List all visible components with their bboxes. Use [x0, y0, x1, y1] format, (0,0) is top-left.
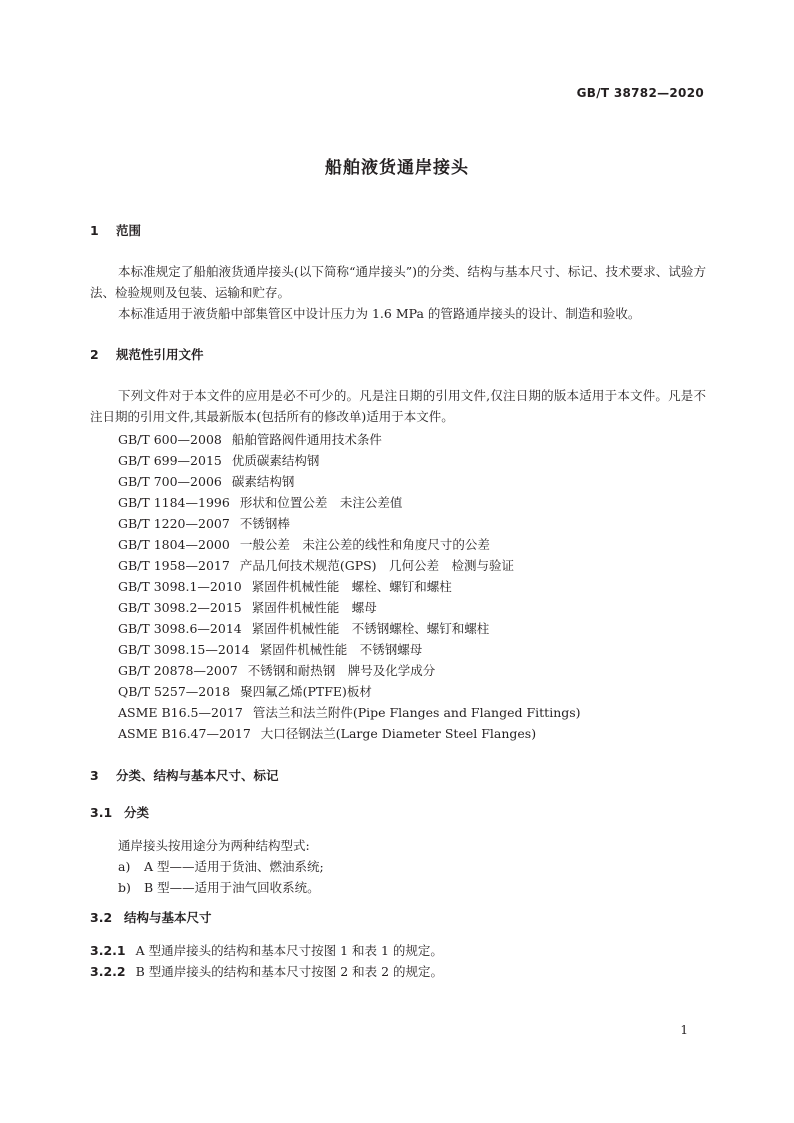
section-title: 范围	[116, 223, 142, 238]
reference-item	[118, 556, 514, 574]
reference-item	[118, 661, 435, 679]
section-title: 规范性引用文件	[116, 347, 204, 362]
subsection-3-1-heading	[90, 803, 149, 821]
reference-title: 紧固件机械性能 螺母	[251, 600, 377, 615]
reference-code: GB/T 3098.6—2014	[118, 621, 242, 636]
reference-item	[118, 577, 452, 595]
reference-item	[118, 514, 290, 532]
reference-item	[118, 493, 402, 511]
reference-item	[118, 451, 319, 469]
list-text: B 型——适用于油气回收系统。	[144, 880, 320, 895]
scope-paragraph-1: 本标准规定了船舶液货通岸接头(以下简称“通岸接头”)的分类、结构与基本尺寸、标记、技术要求、试验方法、检验规则及包装、运输和贮存。	[90, 264, 706, 300]
reference-title: 紧固件机械性能 不锈钢螺栓、螺钉和螺柱	[251, 621, 490, 636]
clause-3-2-2	[90, 962, 443, 980]
reference-title: 优质碳素结构钢	[231, 453, 320, 468]
section-3-heading	[90, 766, 279, 784]
document-title: 船舶液货通岸接头	[325, 158, 469, 178]
subsection-3-2-heading	[90, 908, 212, 926]
reference-item	[118, 598, 377, 616]
reference-title: 碳素结构钢	[231, 474, 295, 489]
clause-number: 3.2.2	[90, 964, 126, 979]
reference-item	[118, 430, 382, 448]
reference-code: ASME B16.5—2017	[118, 705, 243, 720]
list-marker: a)	[118, 859, 131, 874]
reference-code: GB/T 700—2006	[118, 474, 222, 489]
reference-code: GB/T 699—2015	[118, 453, 222, 468]
reference-item	[118, 535, 490, 553]
list-marker: b)	[118, 880, 131, 895]
clause-3-2-1	[90, 941, 443, 959]
reference-item	[118, 619, 489, 637]
clause-number: 3.2.1	[90, 943, 126, 958]
list-text: A 型——适用于货油、燃油系统;	[144, 859, 324, 874]
section-1-heading	[90, 221, 141, 239]
section-number: 2	[90, 347, 99, 362]
reference-item	[118, 724, 536, 742]
reference-code: GB/T 1804—2000	[118, 537, 230, 552]
subsection-number: 3.1	[90, 805, 113, 820]
list-item	[118, 878, 320, 896]
reference-title: 管法兰和法兰附件(Pipe Flanges and Flanged Fittings)	[252, 705, 581, 720]
subsection-number: 3.2	[90, 910, 113, 925]
reference-title: 不锈钢和耐热钢 牌号及化学成分	[247, 663, 436, 678]
reference-title: 形状和位置公差 未注公差值	[239, 495, 403, 510]
reference-title: 紧固件机械性能 不锈钢螺母	[259, 642, 423, 657]
reference-title: 紧固件机械性能 螺栓、螺钉和螺柱	[251, 579, 452, 594]
subsection-title: 结构与基本尺寸	[124, 910, 212, 925]
reference-item	[118, 472, 294, 490]
reference-code: GB/T 1220—2007	[118, 516, 230, 531]
reference-code: GB/T 3098.1—2010	[118, 579, 242, 594]
reference-title: 产品几何技术规范(GPS) 几何公差 检测与验证	[239, 558, 515, 573]
classification-intro: 通岸接头按用途分为两种结构型式:	[118, 838, 310, 853]
reference-code: GB/T 3098.15—2014	[118, 642, 250, 657]
section-2-heading	[90, 345, 204, 363]
reference-code: GB/T 1958—2017	[118, 558, 230, 573]
list-item	[118, 857, 324, 875]
reference-item	[118, 703, 581, 721]
reference-title: 不锈钢棒	[239, 516, 290, 531]
reference-code: QB/T 5257—2018	[118, 684, 231, 699]
reference-code: GB/T 600—2008	[118, 432, 222, 447]
reference-code: GB/T 1184—1996	[118, 495, 230, 510]
reference-code: GB/T 20878—2007	[118, 663, 238, 678]
reference-title: 大口径钢法兰(Large Diameter Steel Flanges)	[260, 726, 537, 741]
reference-code: ASME B16.47—2017	[118, 726, 251, 741]
scope-paragraph-2: 本标准适用于液货船中部集管区中设计压力为 1.6 MPa 的管路通岸接头的设计、制造和验收。	[118, 306, 641, 321]
references-intro: 下列文件对于本文件的应用是必不可少的。凡是注日期的引用文件,仅注日期的版本适用于本文件。凡是不注日期的引用文件,其最新版本(包括所有的修改单)适用于本文件。	[90, 388, 706, 424]
clause-text: A 型通岸接头的结构和基本尺寸按图 1 和表 1 的规定。	[135, 943, 443, 958]
clause-text: B 型通岸接头的结构和基本尺寸按图 2 和表 2 的规定。	[135, 964, 444, 979]
reference-title: 船舶管路阀件通用技术条件	[231, 432, 382, 447]
page-number: 1	[680, 1023, 688, 1037]
section-number: 3	[90, 768, 99, 783]
reference-code: GB/T 3098.2—2015	[118, 600, 242, 615]
reference-title: 一般公差 未注公差的线性和角度尺寸的公差	[239, 537, 490, 552]
subsection-title: 分类	[124, 805, 150, 820]
section-number: 1	[90, 223, 99, 238]
section-title: 分类、结构与基本尺寸、标记	[116, 768, 279, 783]
reference-title: 聚四氟乙烯(PTFE)板材	[240, 684, 372, 699]
standard-code: GB/T 38782—2020	[576, 86, 704, 100]
reference-item	[118, 640, 422, 658]
reference-item	[118, 682, 372, 700]
